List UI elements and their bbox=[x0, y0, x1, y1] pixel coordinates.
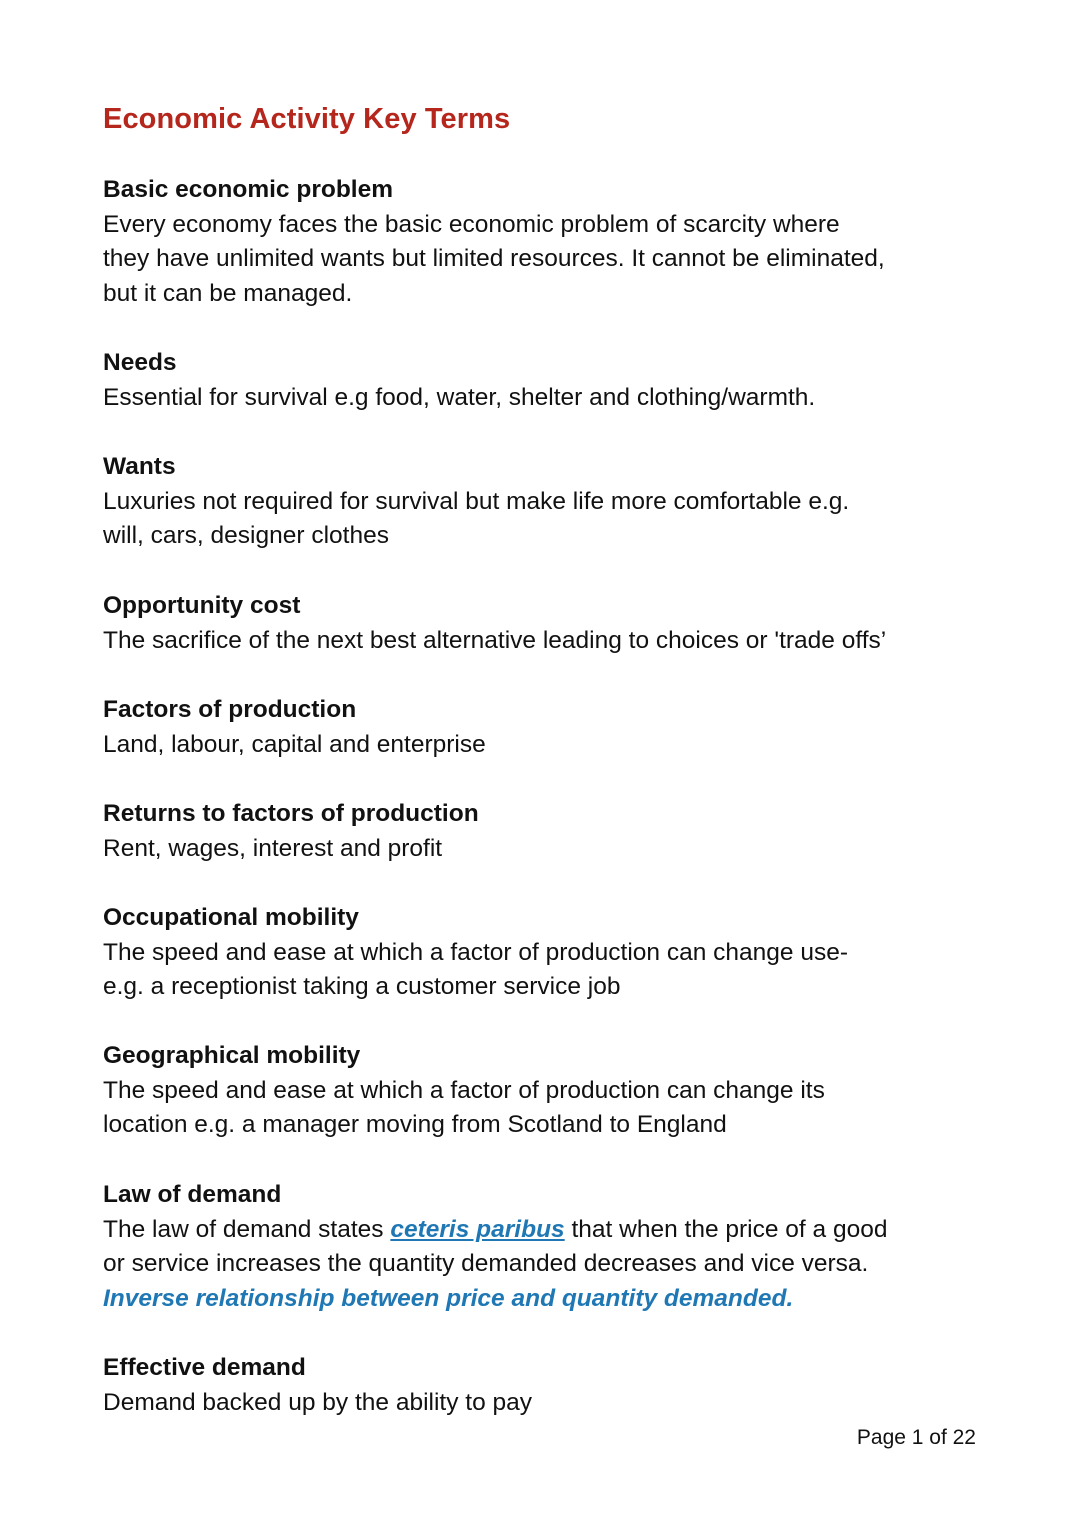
term-opportunity-cost bbox=[103, 589, 943, 658]
term-definition bbox=[103, 624, 943, 659]
term-definition bbox=[103, 728, 943, 763]
term-basic-economic-problem bbox=[103, 173, 943, 312]
term-geographical-mobility bbox=[103, 1039, 943, 1143]
term-occupational-mobility bbox=[103, 901, 943, 1005]
definition-text: The law of demand states bbox=[103, 1215, 391, 1243]
term-heading: Factors of production bbox=[103, 696, 357, 723]
term-definition bbox=[103, 485, 943, 555]
term-heading: Effective demand bbox=[103, 1354, 306, 1381]
term-heading: Occupational mobility bbox=[103, 904, 359, 931]
term-heading: Returns to factors of production bbox=[103, 800, 479, 827]
term-definition bbox=[103, 1074, 943, 1144]
definition-line: they have unlimited wants but limited resources. It cannot be eliminated, bbox=[103, 245, 885, 273]
definition-line: The speed and ease at which a factor of production can change use- bbox=[103, 938, 849, 966]
definition-line: Every economy faces the basic economic problem of scarcity where bbox=[103, 210, 840, 238]
definition-line: will, cars, designer clothes bbox=[103, 522, 389, 550]
definition-line: The sacrifice of the next best alternative leading to choices or 'trade offs’ bbox=[103, 626, 887, 654]
definition-line: Luxuries not required for survival but make life more comfortable e.g. bbox=[103, 487, 850, 515]
term-returns-to-factors bbox=[103, 797, 943, 866]
page-number: Page 1 of 22 bbox=[856, 1426, 976, 1449]
term-heading: Geographical mobility bbox=[103, 1042, 361, 1069]
term-definition bbox=[103, 1213, 943, 1317]
term-heading: Opportunity cost bbox=[103, 592, 301, 619]
definition-line: but it can be managed. bbox=[103, 280, 353, 308]
definition-line: Land, labour, capital and enterprise bbox=[103, 730, 486, 758]
definition-line bbox=[103, 1213, 943, 1248]
definition-line: Demand backed up by the ability to pay bbox=[103, 1388, 533, 1416]
term-factors-of-production bbox=[103, 693, 943, 762]
definition-line: The speed and ease at which a factor of production can change its bbox=[103, 1076, 825, 1104]
term-definition bbox=[103, 381, 943, 416]
term-definition bbox=[103, 1386, 943, 1421]
definition-line: Rent, wages, interest and profit bbox=[103, 834, 443, 862]
ceteris-paribus-link[interactable]: ceteris paribus bbox=[390, 1215, 565, 1243]
inverse-relationship-note: Inverse relationship between price and quantity demanded. bbox=[103, 1285, 794, 1313]
term-wants bbox=[103, 450, 943, 554]
definition-line: e.g. a receptionist taking a customer service job bbox=[103, 973, 621, 1001]
term-heading: Needs bbox=[103, 349, 177, 376]
definition-text: that when the price of a good bbox=[564, 1215, 888, 1243]
term-needs bbox=[103, 346, 943, 415]
definition-line: location e.g. a manager moving from Scotland to England bbox=[103, 1111, 727, 1139]
term-definition bbox=[103, 832, 943, 867]
term-heading: Wants bbox=[103, 453, 176, 480]
page-title: Economic Activity Key Terms bbox=[103, 103, 511, 135]
definition-line: Essential for survival e.g food, water, shelter and clothing/warmth. bbox=[103, 383, 816, 411]
term-heading: Basic economic problem bbox=[103, 176, 394, 203]
term-law-of-demand bbox=[103, 1178, 943, 1317]
definition-line: or service increases the quantity demanded decreases and vice versa. bbox=[103, 1250, 869, 1278]
term-definition bbox=[103, 936, 943, 1006]
term-effective-demand bbox=[103, 1351, 943, 1420]
term-definition bbox=[103, 208, 943, 312]
term-heading: Law of demand bbox=[103, 1181, 282, 1208]
